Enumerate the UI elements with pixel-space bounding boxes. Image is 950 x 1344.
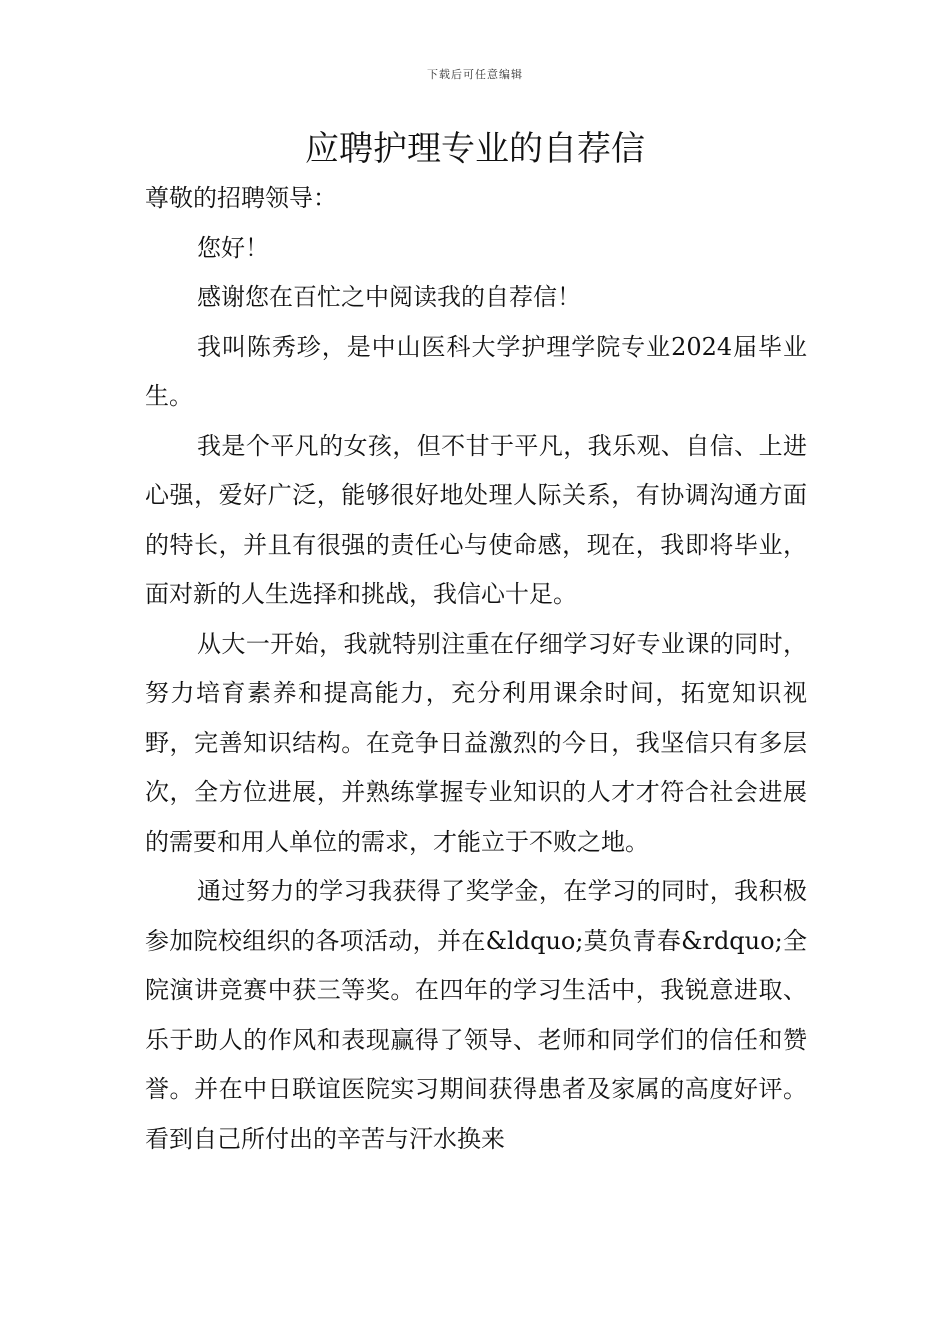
paragraph-introduction: 我叫陈秀珍，是中山医科大学护理学院专业2024届毕业生。 bbox=[145, 332, 807, 410]
paragraph-achievements: 通过努力的学习我获得了奖学金，在学习的同时，我积极参加院校组织的各项活动，并在&ldquo;莫负青春&rdquo;全院演讲竞赛中获三等奖。在四年的学习生活中，我锐意进取、乐于助人的作风和表现赢得了领导、老师和同学们的信任和赞誉。并在中日联谊医院实习期间获得患者及家属的高度好评。看到自己所付出的辛苦与汗水换来 bbox=[145, 877, 807, 1153]
paragraph-personality: 我是个平凡的女孩，但不甘于平凡，我乐观、自信、上进心强，爱好广泛，能够很好地处理人际关系，有协调沟通方面的特长，并且有很强的责任心与使命感，现在，我即将毕业，面对新的人生选择和挑战，我信心十足。 bbox=[145, 431, 807, 608]
paragraph-greeting: 您好！ bbox=[197, 233, 269, 262]
letter-body bbox=[145, 174, 807, 1164]
paragraph-study: 从大一开始，我就特别注重在仔细学习好专业课的同时，努力培育素养和提高能力，充分利用课余时间，拓宽知识视野，完善知识结构。在竞争日益激烈的今日，我坚信只有多层次，全方位进展，并熟练掌握专业知识的人才才符合社会进展的需要和用人单位的需求，才能立于不败之地。 bbox=[145, 629, 807, 856]
salutation: 尊敬的招聘领导： bbox=[145, 184, 337, 212]
header-note: 下载后可任意编辑 bbox=[427, 68, 523, 81]
document-title: 应聘护理专业的自荐信 bbox=[305, 129, 645, 169]
paragraph-thanks: 感谢您在百忙之中阅读我的自荐信！ bbox=[197, 283, 581, 311]
